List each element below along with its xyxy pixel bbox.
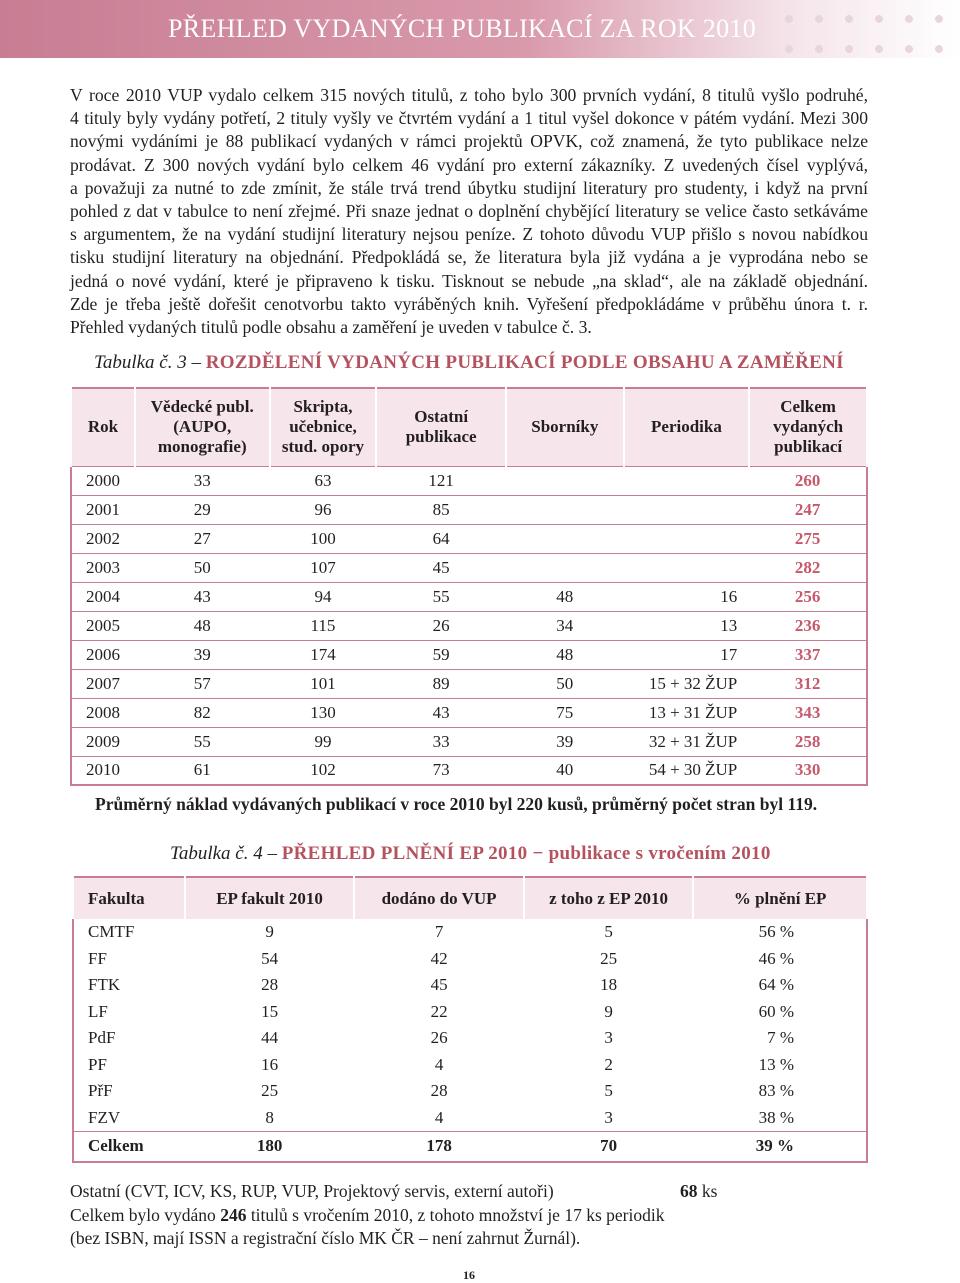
publications-by-type-table	[70, 387, 868, 786]
cell-dodano: 42	[430, 948, 448, 968]
cell-rok: 2001	[71, 495, 135, 524]
cell-plneni: 38 %	[758, 1107, 794, 1127]
cell-z-toho: 25	[600, 948, 618, 968]
cell-ostatni: 85	[376, 495, 506, 524]
cell-z-toho: 9	[604, 1001, 613, 1021]
cell-ep-fakult: 54	[261, 948, 279, 968]
cell-skripta: 100	[270, 524, 377, 553]
cell-fakulta: FTK	[88, 975, 121, 995]
cell-plneni: 83 %	[758, 1081, 794, 1101]
cell-skripta: 94	[270, 582, 377, 611]
cell-skripta: 99	[270, 727, 377, 756]
cell-periodika: 15 + 32 ŽUP	[624, 669, 750, 698]
cell-vedecke: 29	[135, 495, 270, 524]
cell-plneni: 56 %	[758, 922, 794, 942]
cell-vedecke: 82	[135, 698, 270, 727]
table-row	[73, 919, 867, 946]
cell-rok: 2000	[71, 466, 135, 495]
cell-sborniky: 75	[506, 698, 624, 727]
intro-line: Přehled vydaných titulů podle obsahu a zaměření je uveden v tabulce č. 3.	[70, 317, 592, 338]
cell-celkem: 236	[749, 611, 867, 640]
header-sborniky: Sborníky	[506, 388, 624, 466]
table3-caption	[94, 352, 844, 374]
cell-plneni: 39 %	[693, 1131, 867, 1162]
cell-rok: 2002	[71, 524, 135, 553]
cell-rok: 2010	[71, 756, 135, 785]
table3-caption-number: Tabulka č. 3 –	[94, 352, 201, 373]
intro-line: V roce 2010 VUP vydalo celkem 315 nových titulů, z toho bylo 300 prvních vydání, 8 titulů vyšlo podruhé,	[70, 85, 868, 105]
table-row	[71, 495, 867, 524]
intro-line: a považuji za nutné to zde zmínit, že stále trvá trend úbytku studijní literatury pro studenty, i když na první	[70, 177, 868, 198]
cell-ostatni: 64	[376, 524, 506, 553]
average-print-note: Průměrný náklad vydávaných publikací v roce 2010 byl 220 kusů, průměrný počet stran byl 119.	[95, 794, 818, 814]
intro-line: tisku studijní literatury na objednání. Předpokládá se, že literatura byla již vydána a je vyprodána nebo se	[70, 247, 868, 268]
table-row	[71, 698, 867, 727]
footer-line-total: Celkem bylo vydáno 246 titulů s vročením 2010, z tohoto množství je 17 ks periodik	[70, 1204, 665, 1225]
cell-rok: 2009	[71, 727, 135, 756]
cell-celkem: 275	[749, 524, 867, 553]
cell-vedecke: 27	[135, 524, 270, 553]
cell-periodika: 54 + 30 ŽUP	[624, 756, 750, 785]
page-title: PŘEHLED VYDANÝCH PUBLIKACÍ ZA ROK 2010	[168, 14, 756, 43]
intro-line: prodávat. Z 300 nových vydání bylo celkem 46 vydání pro externí zákazníky. Z uvedených čísel vyplývá,	[70, 154, 868, 175]
intro-paragraph	[70, 84, 868, 339]
cell-vedecke: 39	[135, 640, 270, 669]
cell-sborniky	[506, 466, 624, 495]
cell-ep-fakult: 180	[185, 1131, 354, 1162]
cell-fakulta: FZV	[88, 1107, 121, 1127]
footer-other-value: 68	[680, 1181, 698, 1201]
table-row	[71, 524, 867, 553]
cell-periodika	[624, 524, 750, 553]
intro-line: Zde je třeba ještě dořešit cenotvorbu takto vyráběných knih. Vyřešení předpokládáme v průběhu února t. r.	[70, 293, 868, 314]
cell-dodano: 4	[434, 1107, 444, 1127]
header-plneni: % plnění EP	[693, 877, 867, 919]
table4-caption-number: Tabulka č. 4 –	[170, 843, 277, 864]
table-row	[73, 1105, 867, 1132]
table-row	[73, 1078, 867, 1105]
cell-skripta: 115	[270, 611, 377, 640]
cell-ostatni: 89	[376, 669, 506, 698]
cell-rok: 2004	[71, 582, 135, 611]
page-number: 16	[463, 1268, 475, 1282]
header-fakulta: Fakulta	[73, 877, 185, 919]
cell-vedecke: 55	[135, 727, 270, 756]
cell-fakulta: LF	[88, 1001, 108, 1021]
header-dot-pattern	[770, 0, 960, 58]
cell-vedecke: 33	[135, 466, 270, 495]
cell-ostatni: 43	[376, 698, 506, 727]
cell-plneni: 64 %	[758, 975, 794, 995]
header-ep-fakult: EP fakult 2010	[185, 877, 354, 919]
cell-celkem: 282	[749, 553, 867, 582]
cell-vedecke: 50	[135, 553, 270, 582]
table4-caption-title: PŘEHLED PLNĚNÍ EP 2010 − publikace s vročením 2010	[281, 843, 771, 864]
footer-other-label: Ostatní (CVT, ICV, KS, RUP, VUP, Projektový servis, externí autoři)	[70, 1181, 554, 1201]
table4-header-row	[73, 877, 867, 919]
cell-vedecke: 61	[135, 756, 270, 785]
table-row	[73, 1025, 867, 1052]
cell-ostatni: 59	[376, 640, 506, 669]
table3-header-row	[71, 388, 867, 466]
table-row	[73, 999, 867, 1026]
cell-rok: 2003	[71, 553, 135, 582]
cell-sborniky: 39	[506, 727, 624, 756]
header-dodano: dodáno do VUP	[354, 877, 524, 919]
footer-total-value: 246	[220, 1204, 247, 1225]
cell-ep-fakult: 16	[261, 1054, 279, 1074]
cell-vedecke: 43	[135, 582, 270, 611]
cell-ep-fakult: 28	[261, 975, 279, 995]
cell-rok: 2007	[71, 669, 135, 698]
cell-z-toho: 3	[604, 1028, 613, 1048]
cell-plneni: 60 %	[758, 1001, 794, 1021]
cell-skripta: 102	[270, 756, 377, 785]
cell-vedecke: 48	[135, 611, 270, 640]
cell-sborniky: 34	[506, 611, 624, 640]
table4-caption	[170, 843, 771, 865]
header-vedecke: Vědecké publ. (AUPO, monografie)	[135, 388, 270, 466]
table-row	[71, 582, 867, 611]
cell-dodano: 7	[434, 922, 444, 942]
cell-sborniky: 48	[506, 582, 624, 611]
cell-ostatni: 26	[376, 611, 506, 640]
cell-dodano: 22	[430, 1001, 448, 1021]
cell-periodika: 13	[624, 611, 750, 640]
table-row	[71, 727, 867, 756]
cell-periodika: 13 + 31 ŽUP	[624, 698, 750, 727]
table-total-row	[73, 1131, 867, 1162]
footer-other-unit: ks	[697, 1181, 718, 1201]
header-z-toho: z toho z EP 2010	[524, 877, 693, 919]
cell-vedecke: 57	[135, 669, 270, 698]
cell-celkem: 258	[749, 727, 867, 756]
cell-sborniky: 40	[506, 756, 624, 785]
table-row	[71, 669, 867, 698]
cell-periodika	[624, 553, 750, 582]
cell-ep-fakult: 44	[261, 1028, 279, 1048]
header-ostatni: Ostatní publikace	[376, 388, 506, 466]
cell-periodika	[624, 495, 750, 524]
cell-z-toho: 70	[524, 1131, 693, 1162]
cell-ostatni: 33	[376, 727, 506, 756]
cell-periodika: 17	[624, 640, 750, 669]
footer-line-note: (bez ISBN, mají ISSN a registrační číslo MK ČR – není zahrnut Žurnál).	[70, 1228, 581, 1248]
cell-rok: 2005	[71, 611, 135, 640]
cell-plneni: 13 %	[758, 1054, 794, 1074]
cell-z-toho: 3	[604, 1107, 613, 1127]
cell-fakulta: CMTF	[88, 922, 135, 942]
cell-celkem: 330	[749, 756, 867, 785]
cell-dodano: 4	[434, 1054, 444, 1074]
cell-ep-fakult: 25	[261, 1081, 279, 1101]
cell-dodano: 28	[430, 1081, 448, 1101]
cell-sborniky	[506, 524, 624, 553]
cell-celkem: 260	[749, 466, 867, 495]
cell-celkem: 337	[749, 640, 867, 669]
cell-ostatni: 55	[376, 582, 506, 611]
cell-fakulta: PřF	[88, 1081, 113, 1101]
table3-caption-title: ROZDĚLENÍ VYDANÝCH PUBLIKACÍ PODLE OBSAHU A ZAMĚŘENÍ	[205, 352, 844, 373]
cell-skripta: 130	[270, 698, 377, 727]
cell-z-toho: 18	[600, 975, 618, 995]
cell-fakulta: FF	[88, 948, 107, 968]
cell-celkem: 256	[749, 582, 867, 611]
cell-skripta: 96	[270, 495, 377, 524]
cell-dodano: 45	[430, 975, 448, 995]
cell-skripta: 174	[270, 640, 377, 669]
table-row	[71, 466, 867, 495]
intro-line: novými vydáními je 88 publikací vydaných v rámci projektů OPVK, což znamená, že tyto publikace nelze	[70, 131, 868, 152]
cell-skripta: 101	[270, 669, 377, 698]
cell-rok: 2006	[71, 640, 135, 669]
table-row	[73, 972, 867, 999]
ep-fulfillment-table	[72, 876, 868, 1163]
cell-ostatni: 121	[376, 466, 506, 495]
footer-line-other	[70, 1180, 717, 1204]
cell-fakulta: PF	[88, 1054, 107, 1074]
cell-periodika: 16	[624, 582, 750, 611]
cell-skripta: 63	[270, 466, 377, 495]
cell-z-toho: 2	[604, 1054, 613, 1074]
intro-line: 4 tituly byly vydány potřetí, 2 tituly vyšly ve čtvrtém vydání a 1 titul vyšel dokonce v pátém vydání. Mezi 300	[70, 108, 868, 129]
cell-sborniky: 50	[506, 669, 624, 698]
table-row	[73, 1052, 867, 1079]
cell-ep-fakult: 15	[261, 1001, 279, 1021]
table-row	[71, 640, 867, 669]
cell-periodika: 32 + 31 ŽUP	[624, 727, 750, 756]
table-row	[73, 946, 867, 973]
cell-dodano: 178	[354, 1131, 524, 1162]
cell-fakulta: Celkem	[73, 1131, 185, 1162]
header-celkem: Celkem vydaných publikací	[749, 388, 867, 466]
table-row	[71, 611, 867, 640]
cell-celkem: 312	[749, 669, 867, 698]
cell-celkem: 343	[749, 698, 867, 727]
header-skripta: Skripta, učebnice, stud. opory	[270, 388, 377, 466]
cell-plneni: 7 %	[767, 1028, 794, 1048]
table-row	[71, 756, 867, 785]
cell-celkem: 247	[749, 495, 867, 524]
cell-sborniky: 48	[506, 640, 624, 669]
cell-dodano: 26	[430, 1028, 448, 1048]
cell-rok: 2008	[71, 698, 135, 727]
cell-sborniky	[506, 495, 624, 524]
intro-line: pohled z dat v tabulce to není zřejmé. Při snaze jednat o doplnění chybějící literatury se velice často setkáváme	[70, 201, 868, 222]
cell-plneni: 46 %	[758, 948, 794, 968]
cell-ostatni: 73	[376, 756, 506, 785]
header-rok: Rok	[71, 388, 135, 466]
cell-ep-fakult: 8	[265, 1107, 274, 1127]
cell-z-toho: 5	[604, 922, 613, 942]
cell-sborniky	[506, 553, 624, 582]
cell-ep-fakult: 9	[265, 922, 274, 942]
intro-line: s argumentem, že na vydání studijní literatury nejsou peníze. Z tohoto důvodu VUP přišlo s novou nabídkou	[70, 224, 868, 245]
footer-summary	[70, 1180, 717, 1251]
cell-fakulta: PdF	[88, 1028, 116, 1048]
cell-z-toho: 5	[604, 1081, 613, 1101]
cell-periodika	[624, 466, 750, 495]
cell-ostatni: 45	[376, 553, 506, 582]
cell-skripta: 107	[270, 553, 377, 582]
table-row	[71, 553, 867, 582]
intro-line: jedná o nové vydání, které je připraveno k tisku. Tisknout se nebude „na sklad“, ale na základě objednání.	[70, 270, 868, 291]
header-periodika: Periodika	[624, 388, 750, 466]
